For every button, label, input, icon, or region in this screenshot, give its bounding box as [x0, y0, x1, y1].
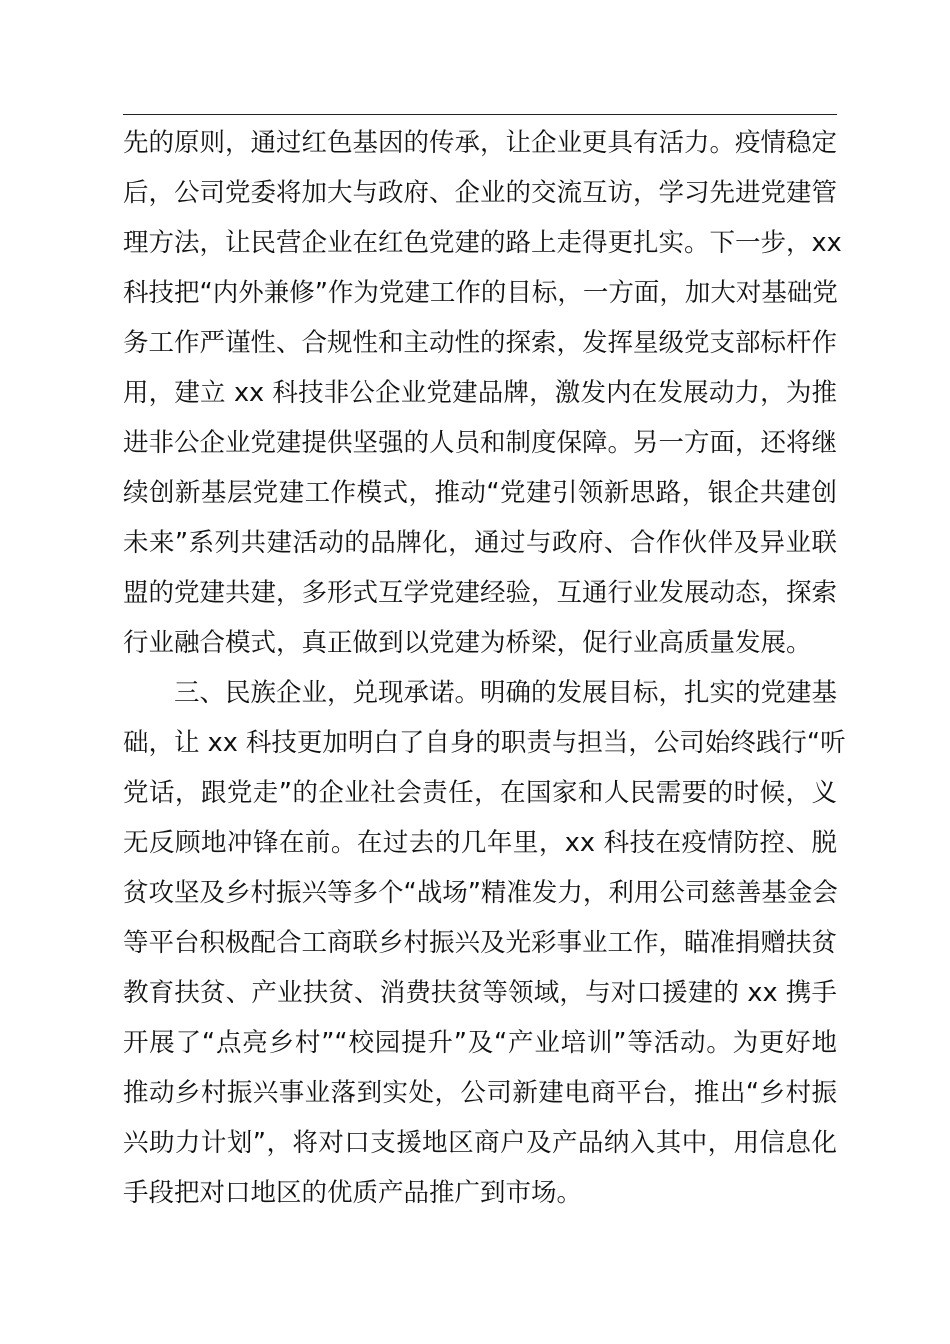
paragraph-1 — [123, 118, 842, 668]
text-line: 未来”系列共建活动的品牌化，通过与政府、合作伙伴及异业联 — [123, 528, 837, 558]
text-line: 科技把“内外兼修”作为党建工作的目标，一方面，加大对基础党 — [123, 278, 838, 308]
text-line: 等平台积极配合工商联乡村振兴及光彩事业工作，瞄准捐赠扶贫 — [123, 928, 838, 958]
text-line: 行业融合模式，真正做到以党建为桥梁，促行业高质量发展。 — [123, 628, 812, 658]
text-line: 用，建立 xx 科技非公企业党建品牌，激发内在发展动力，为推 — [123, 378, 837, 408]
text-line: 开展了“点亮乡村”“校园提升”及“产业培训”等活动。为更好地 — [123, 1028, 837, 1058]
text-line: 务工作严谨性、合规性和主动性的探索，发挥星级党支部标杆作 — [123, 328, 838, 358]
text-line: 续创新基层党建工作模式，推动“党建引领新思路，银企共建创 — [123, 478, 837, 508]
text-line: 进非公企业党建提供坚强的人员和制度保障。另一方面，还将继 — [123, 428, 838, 458]
header-rule — [123, 114, 837, 115]
text-line: 后，公司党委将加大与政府、企业的交流互访，学习先进党建管 — [123, 178, 838, 208]
text-line: 党话，跟党走”的企业社会责任，在国家和人民需要的时候，义 — [123, 778, 837, 808]
text-line: 推动乡村振兴事业落到实处，公司新建电商平台，推出“乡村振 — [123, 1078, 837, 1108]
text-line: 础，让 xx 科技更加明白了自身的职责与担当，公司始终践行“听 — [123, 728, 846, 758]
paragraph-2 — [123, 668, 846, 1218]
text-line: 理方法，让民营企业在红色党建的路上走得更扎实。下一步，xx — [123, 228, 842, 258]
text-line: 手段把对口地区的优质产品推广到市场。 — [123, 1178, 583, 1208]
text-line: 盟的党建共建，多形式互学党建经验，互通行业发展动态，探索 — [123, 578, 838, 608]
document-body — [123, 118, 846, 1218]
text-line: 教育扶贫、产业扶贫、消费扶贫等领域，与对口援建的 xx 携手 — [123, 978, 837, 1008]
text-line: 贫攻坚及乡村振兴等多个“战场”精准发力，利用公司慈善基金会 — [123, 878, 838, 908]
text-line: 三、民族企业，兑现承诺。明确的发展目标，扎实的党建基 — [174, 678, 838, 708]
text-line: 兴助力计划”，将对口支援地区商户及产品纳入其中，用信息化 — [123, 1128, 837, 1158]
text-line: 无反顾地冲锋在前。在过去的几年里，xx 科技在疫情防控、脱 — [123, 828, 837, 858]
text-line: 先的原则，通过红色基因的传承，让企业更具有活力。疫情稳定 — [123, 128, 838, 158]
